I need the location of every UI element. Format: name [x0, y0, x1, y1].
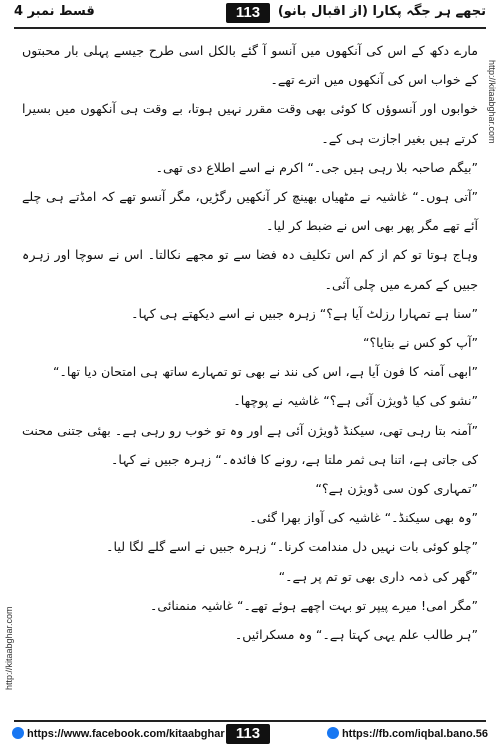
side-watermark-right: http://kitaabghar.com	[487, 60, 497, 144]
author-link-text: https://fb.com/iqbal.bano.56	[341, 728, 488, 740]
facebook-link-text: https://www.facebook.com/kitaabghar	[27, 728, 225, 740]
paragraph: ”گھر کی ذمہ داری بھی تو تم پر ہے۔“	[278, 568, 478, 584]
paragraph: مارے دکھ کے اس کی آنکھوں میں آنسو آ گئے بالکل اسی طرح جیسے پہلی بار محبتوں کے خواب اس کی آنکھوں میں اترے تھے۔	[22, 43, 478, 88]
episode-number: قسط نمبر 4	[14, 4, 95, 19]
paragraph: ”چلو کوئی بات نہیں دل مندامت کرنا۔“ زہرہ جبیں نے اسے گلے لگا لیا۔	[106, 539, 478, 555]
page-number-top: 113	[226, 3, 270, 23]
paragraph: وہاج ہوتا تو کم از کم اس تکلیف دہ فضا سے تو مجھے نکالتا۔ اس نے سوچا اور زہرہ جبیں کے کمرے میں چلی آئی۔	[22, 247, 478, 292]
facebook-icon	[327, 727, 339, 739]
paragraph: ”ہر طالب علم یہی کہتا ہے۔“ وہ مسکرائیں۔	[234, 627, 478, 643]
paragraph: ”وہ بھی سیکنڈ۔“ غاشیہ کی آواز بھرا گئی۔	[249, 510, 478, 526]
paragraph: خوابوں اور آنسوؤں کا کوئی بھی وقت مقرر نہیں ہوتا، بے وقت ہی آنکھوں میں بسیرا کرتے ہیں بغیر اجازت ہی کے۔	[22, 101, 478, 146]
paragraph: ”ابھی آمنہ کا فون آیا ہے، اس کی نند نے بھی تو تمہارے ساتھ ہی امتحان دیا تھا۔“	[52, 364, 478, 380]
page-footer	[0, 723, 500, 750]
footer-rule	[14, 720, 486, 722]
paragraph: ”آمنہ بتا رہی تھی، سیکنڈ ڈویژن آئی ہے اور وہ تو خوب رو رہی ہے۔ بھئی جتنی محنت کی جاتی ہے، اتنا ہی ثمر ملتا ہے، رونے کا فائدہ۔“ زہرہ جبیں نے کہا۔	[22, 422, 478, 467]
page-number-bottom: 113	[226, 724, 270, 744]
paragraph: ”نشو کی کیا ڈویژن آئی ہے؟“ غاشیہ نے پوچھا۔	[233, 393, 478, 409]
paragraph: ”آتی ہوں۔“ غاشیہ نے مٹھیاں بھینچ کر آنکھیں رگڑیں، مگر آنسو تھے کہ امڈتے ہی چلے آئے تھے مگر پھر بھی اس نے ضبط کر لیا۔	[22, 189, 478, 234]
paragraph: ”تمہاری کون سی ڈویژن ہے؟“	[315, 481, 478, 497]
facebook-link[interactable]	[12, 727, 225, 740]
novel-title: تجھے ہر جگہ پکارا (از اقبال بانو)	[277, 4, 486, 19]
side-watermark-left: http://kitaabghar.com	[4, 606, 14, 690]
article-body	[22, 36, 478, 649]
paragraph: ”بیگم صاحبہ بلا رہی ہیں جی۔“ اکرم نے اسے اطلاع دی تھی۔	[155, 159, 478, 175]
page-header	[0, 0, 500, 28]
author-link[interactable]	[327, 727, 488, 740]
facebook-icon	[12, 727, 24, 739]
paragraph: ”آپ کو کس نے بتایا؟“	[362, 335, 478, 351]
paragraph: ”سنا ہے تمہارا رزلٹ آیا ہے؟“ زہرہ جبیں نے اسے دیکھتے ہی کہا۔	[131, 305, 478, 321]
header-rule	[14, 27, 486, 29]
paragraph: ”مگر امی! میرے پیپر تو بہت اچھے ہوئے تھے۔“ غاشیہ منمنائی۔	[149, 597, 478, 613]
